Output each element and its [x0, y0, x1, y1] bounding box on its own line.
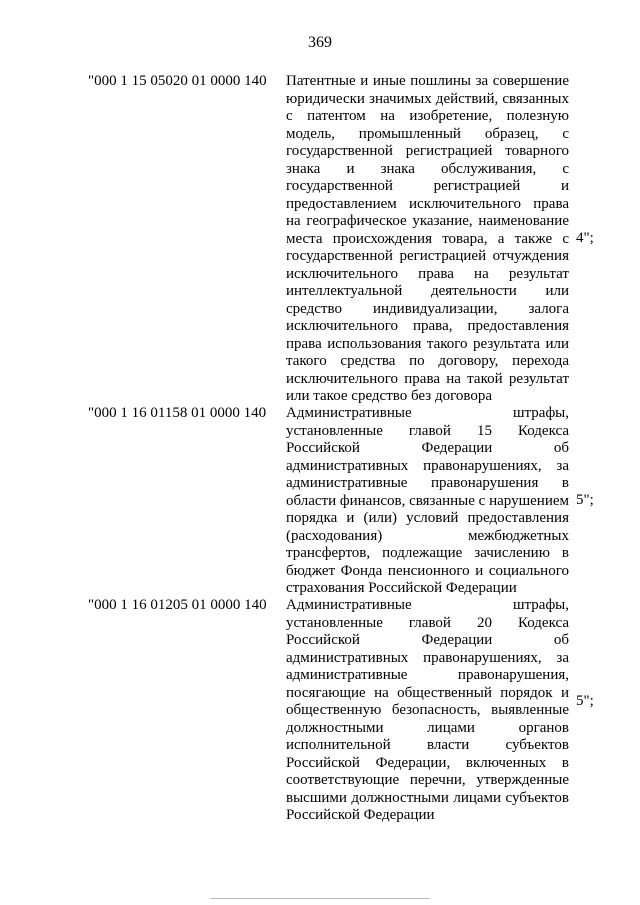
budget-code: "000 1 16 01158 01 0000 140 [88, 405, 267, 421]
revenue-description: Административные штрафы, установленные главой 15 Кодекса Российской Федерации об административных правонарушениях, за административные правонарушения в области финансов, связанные с нарушением порядка и (или) условий предоставления (расходования) межбюджетных трансфертов, подлежащие зачислению в бюджет Фонда пенсионного и социального страхования Российской Федерации [286, 405, 569, 596]
revenue-description: Административные штрафы, установленные главой 20 Кодекса Российской Федерации об административных правонарушениях, за административные правонарушения, посягающие на общественный порядок и общественную безопасность, выявленные должностными лицами органов исполнительной власти субъектов Российской Федерации, включенных в соответствующие перечни, утвержденные высшими должностными лицами субъектов Российской Федерации [286, 597, 569, 823]
revenue-description: Патентные и иные пошлины за совершение юридически значимых действий, связанных с патентом на изобретение, полезную модель, промышленный образец, с государственной регистрацией товарного знака и знака обслуживания, с государственной регистрацией и предоставлением исключительного права на географическое указание, наименование места происхождения товара, а также с государственной регистрацией отчуждения исключительного права на результат интеллектуальной деятельности или средство индивидуализации, залога исключительного права, предоставления права использования такого результата или такого средства по договору, перехода исключительного права на такой результат или такое средство без договора [286, 73, 569, 404]
row-value: 5"; [576, 492, 594, 508]
page-number: 369 [308, 34, 332, 51]
budget-code: "000 1 16 01205 01 0000 140 [88, 597, 267, 613]
row-value: 4"; [576, 230, 594, 246]
budget-code: "000 1 15 05020 01 0000 140 [88, 73, 267, 89]
row-value: 5"; [576, 693, 594, 709]
bottom-divider [210, 898, 430, 899]
